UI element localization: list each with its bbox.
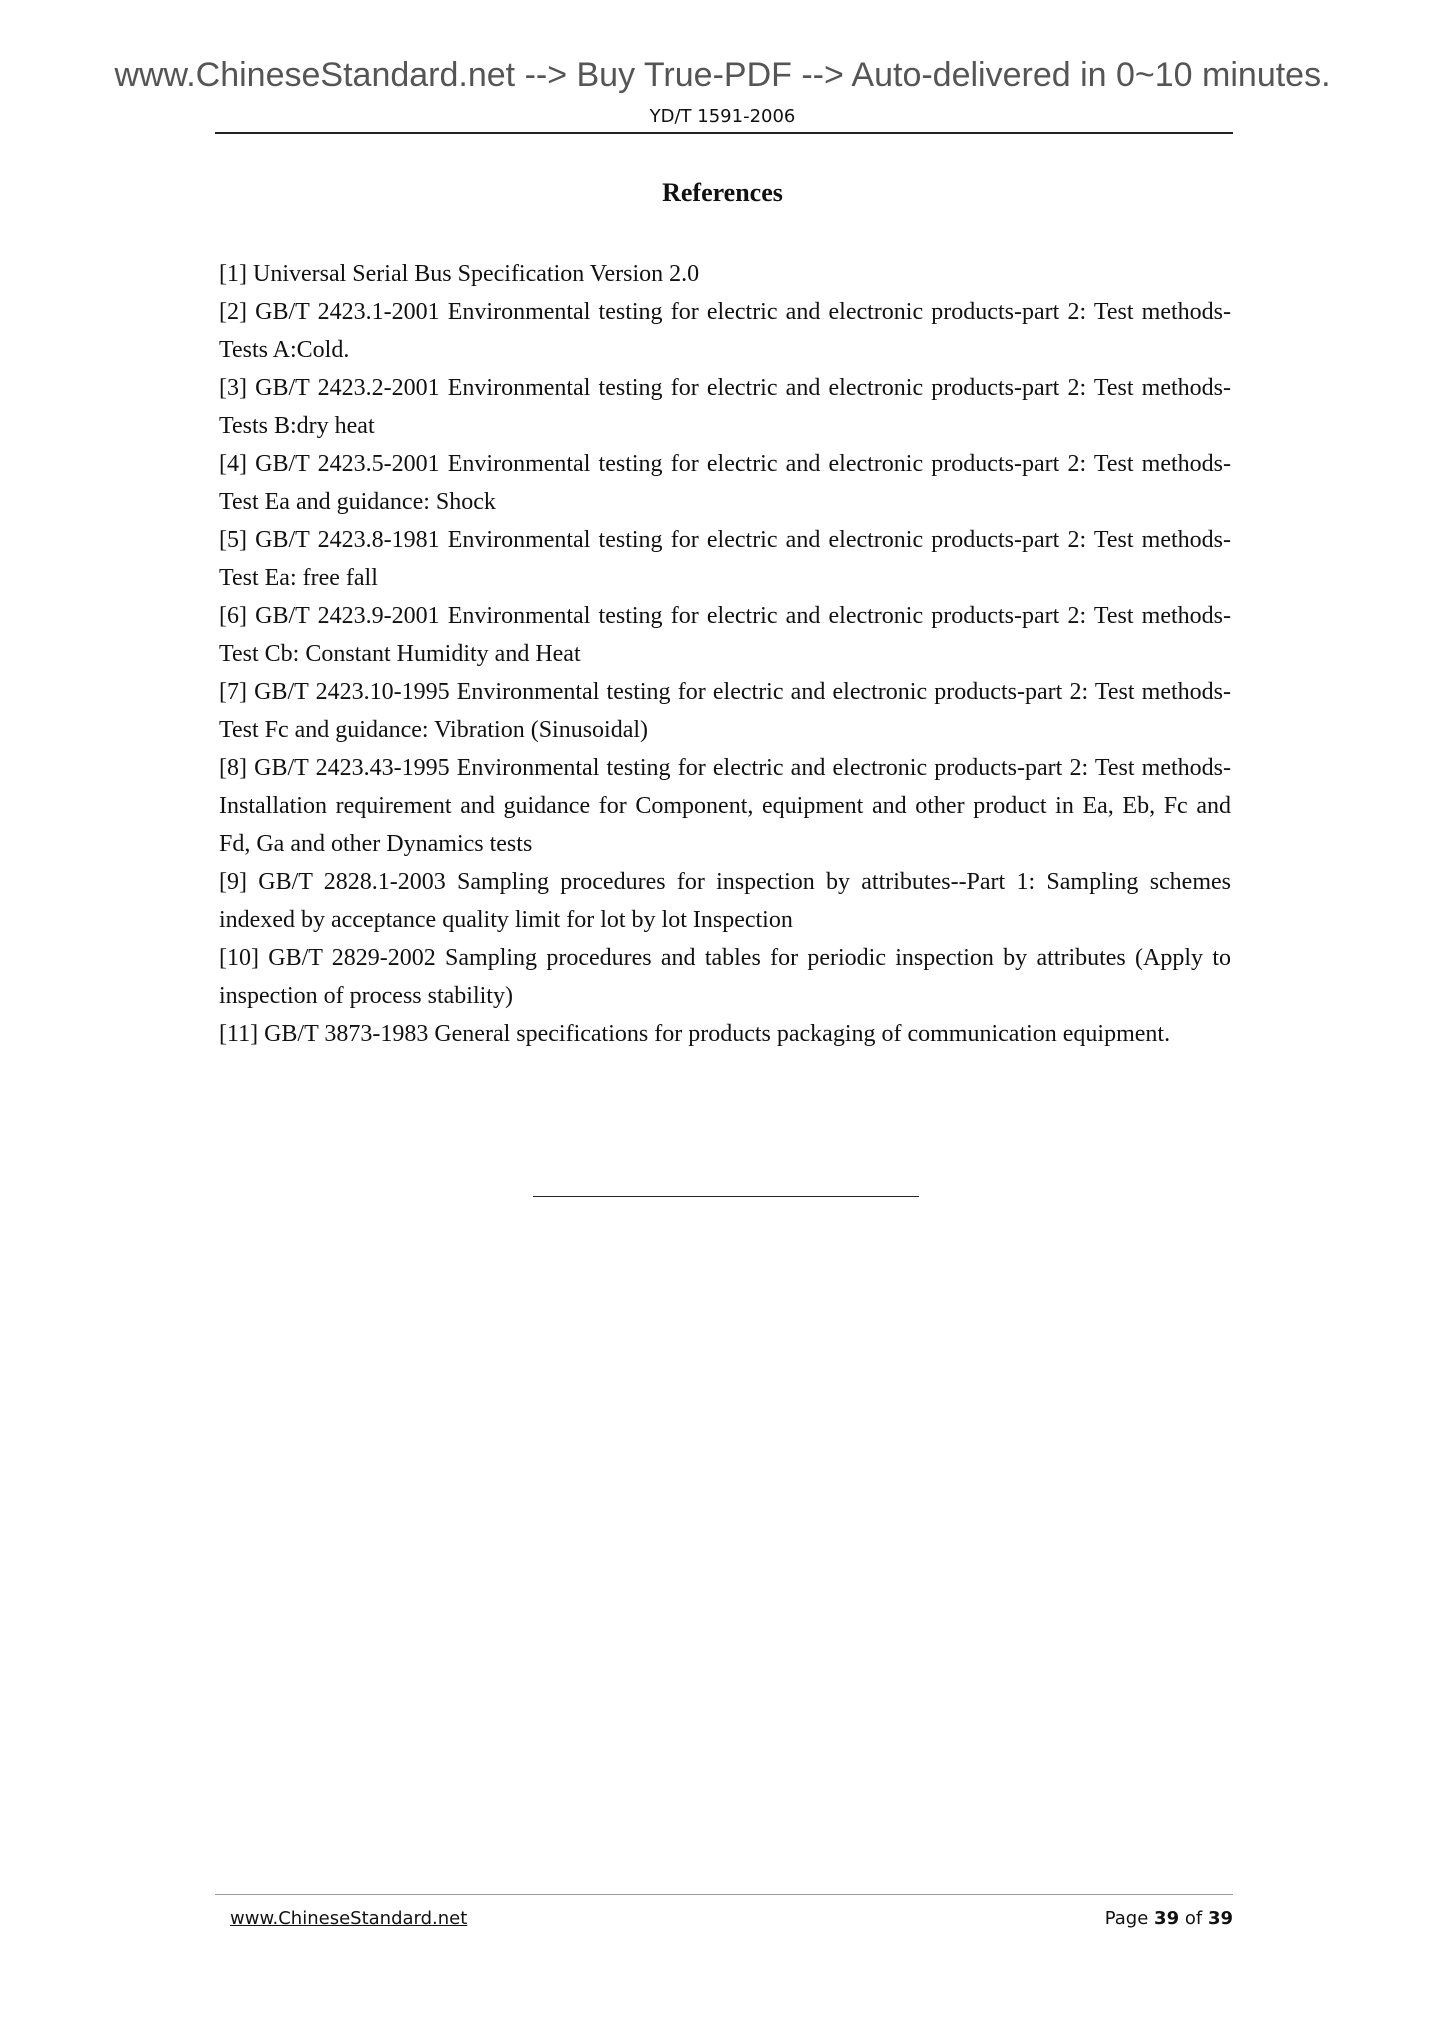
page-current: 39: [1154, 1908, 1180, 1929]
header-divider: [215, 132, 1233, 134]
reference-item: [5] GB/T 2423.8-1981 Environmental testing for electric and electronic products-part 2: Test methods-Test Ea: free fall: [219, 527, 1231, 591]
promo-banner: www.ChineseStandard.net --> Buy True-PDF --> Auto-delivered in 0~10 minutes.: [114, 56, 1331, 94]
reference-item: [9] GB/T 2828.1-2003 Sampling procedures for inspection by attributes--Part 1: Sampling schemes indexed by acceptance quality limit for lot by lot Inspection: [219, 869, 1231, 933]
references-list: [219, 255, 1231, 1053]
page-label: Page: [1104, 1908, 1149, 1929]
reference-item: [1] Universal Serial Bus Specification Version 2.0: [219, 261, 700, 287]
end-of-document-rule: [533, 1196, 919, 1197]
reference-item: [3] GB/T 2423.2-2001 Environmental testing for electric and electronic products-part 2: Test methods-Tests B:dry heat: [219, 375, 1231, 439]
reference-item: [4] GB/T 2423.5-2001 Environmental testing for electric and electronic products-part 2: Test methods-Test Ea and guidance: Shock: [219, 451, 1231, 515]
page-of-label: of: [1184, 1908, 1203, 1929]
reference-item: [8] GB/T 2423.43-1995 Environmental testing for electric and electronic products-part 2: Test methods-Installation requirement and guidance for Component, equipment and other product in Ea, Eb, Fc and Fd, Ga and other Dynamics tests: [219, 755, 1231, 857]
reference-item: [11] GB/T 3873-1983 General specifications for products packaging of communication equipment.: [219, 1021, 1171, 1047]
reference-item: [10] GB/T 2829-2002 Sampling procedures and tables for periodic inspection by attributes (Apply to inspection of process stability): [219, 945, 1231, 1009]
reference-item: [6] GB/T 2423.9-2001 Environmental testing for electric and electronic products-part 2: Test methods-Test Cb: Constant Humidity and Heat: [219, 603, 1231, 667]
standard-code-header: YD/T 1591-2006: [649, 106, 796, 127]
page-total: 39: [1207, 1908, 1233, 1929]
references-title: References: [662, 178, 783, 207]
page-number: [1105, 1908, 1233, 1929]
footer-divider: [215, 1894, 1233, 1895]
footer-site-link[interactable]: www.ChineseStandard.net: [230, 1908, 468, 1929]
reference-item: [7] GB/T 2423.10-1995 Environmental testing for electric and electronic products-part 2: Test methods-Test Fc and guidance: Vibration (Sinusoidal): [219, 679, 1231, 743]
reference-item: [2] GB/T 2423.1-2001 Environmental testing for electric and electronic products-part 2: Test methods-Tests A:Cold.: [219, 299, 1231, 363]
